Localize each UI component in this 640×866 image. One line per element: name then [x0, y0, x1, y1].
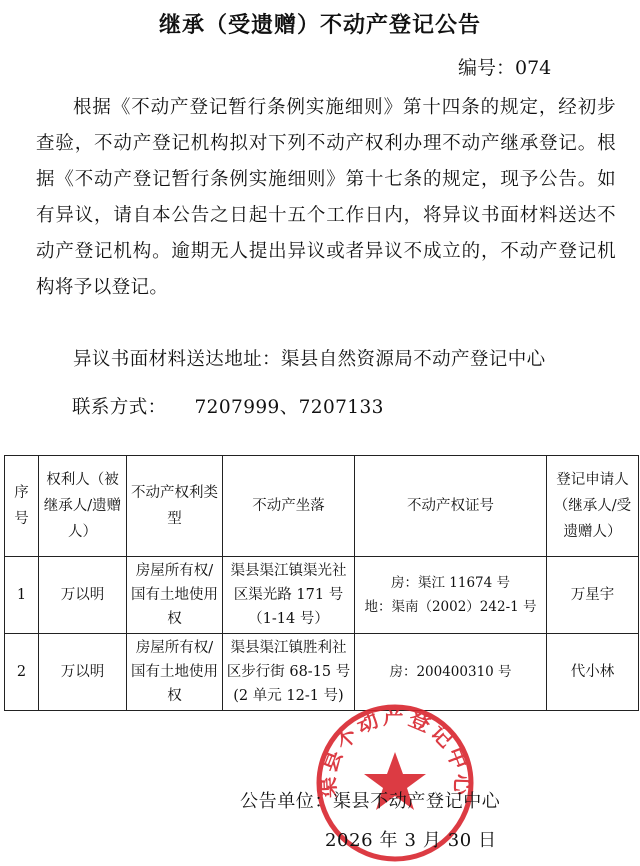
col-header-location: 不动产坐落 [223, 456, 355, 557]
registration-table [4, 455, 639, 711]
col-header-cert: 不动产权证号 [355, 456, 547, 557]
col-header-holder: 权利人（被继承人/遗赠人） [39, 456, 127, 557]
cell-applicant: 万星宇 [547, 557, 639, 634]
contact-label: 联系方式： [72, 397, 167, 418]
contact-phones: 7207999、7207133 [194, 397, 384, 418]
notice-body-paragraph: 根据《不动产登记暂行条例实施细则》第十四条的规定，经初步查验，不动产登记机构拟对下列不动产权利办理不动产继承登记。根据《不动产登记暂行条例实施细则》第十七条的规定，现予公告。如有异议，请自本公告之日起十五个工作日内，将异议书面材料送达不动产登记机构。逾期无人提出异议或者异议不成立的，不动产登记机构将予以登记。 [36, 97, 616, 298]
cert-house: 房：渠江 11674 号 [390, 575, 511, 591]
cell-right-type: 房屋所有权/国有土地使用权 [127, 634, 223, 711]
cell-location: 渠县渠江镇渠光社区渠光路 171 号（1-14 号） [223, 557, 355, 634]
col-header-applicant: 登记申请人（继承人/受遗赠人） [547, 456, 639, 557]
cert-house: 房：200400310 号 [389, 664, 512, 680]
notice-serial-number: 编号：074 [458, 57, 552, 79]
cell-cert [355, 634, 547, 711]
cell-cert [355, 557, 547, 634]
col-header-right-type: 不动产权利类型 [127, 456, 223, 557]
notice-title: 继承（受遗赠）不动产登记公告 [158, 13, 481, 38]
footer-date: 2026 年 3 月 30 日 [325, 830, 497, 851]
cell-index: 2 [5, 634, 39, 711]
cell-index: 1 [5, 557, 39, 634]
seal-text: 渠县不动产登记中心 [315, 704, 475, 799]
table-header-row [5, 456, 639, 557]
cell-holder: 万以明 [39, 557, 127, 634]
cell-holder: 万以明 [39, 634, 127, 711]
cell-applicant: 代小林 [547, 634, 639, 711]
table-row [5, 557, 639, 634]
table-row [5, 634, 639, 711]
contact-info [72, 393, 384, 419]
objection-address: 异议书面材料送达地址：渠县自然资源局不动产登记中心 [73, 349, 546, 370]
col-header-index: 序号 [5, 456, 39, 557]
cert-land: 地：渠南（2002）242-1 号 [364, 599, 537, 615]
footer-issuing-unit: 公告单位：渠县不动产登记中心 [240, 791, 501, 812]
cell-right-type: 房屋所有权/国有土地使用权 [127, 557, 223, 634]
cell-location: 渠县渠江镇胜利社区步行街 68-15 号(2 单元 12-1 号) [223, 634, 355, 711]
